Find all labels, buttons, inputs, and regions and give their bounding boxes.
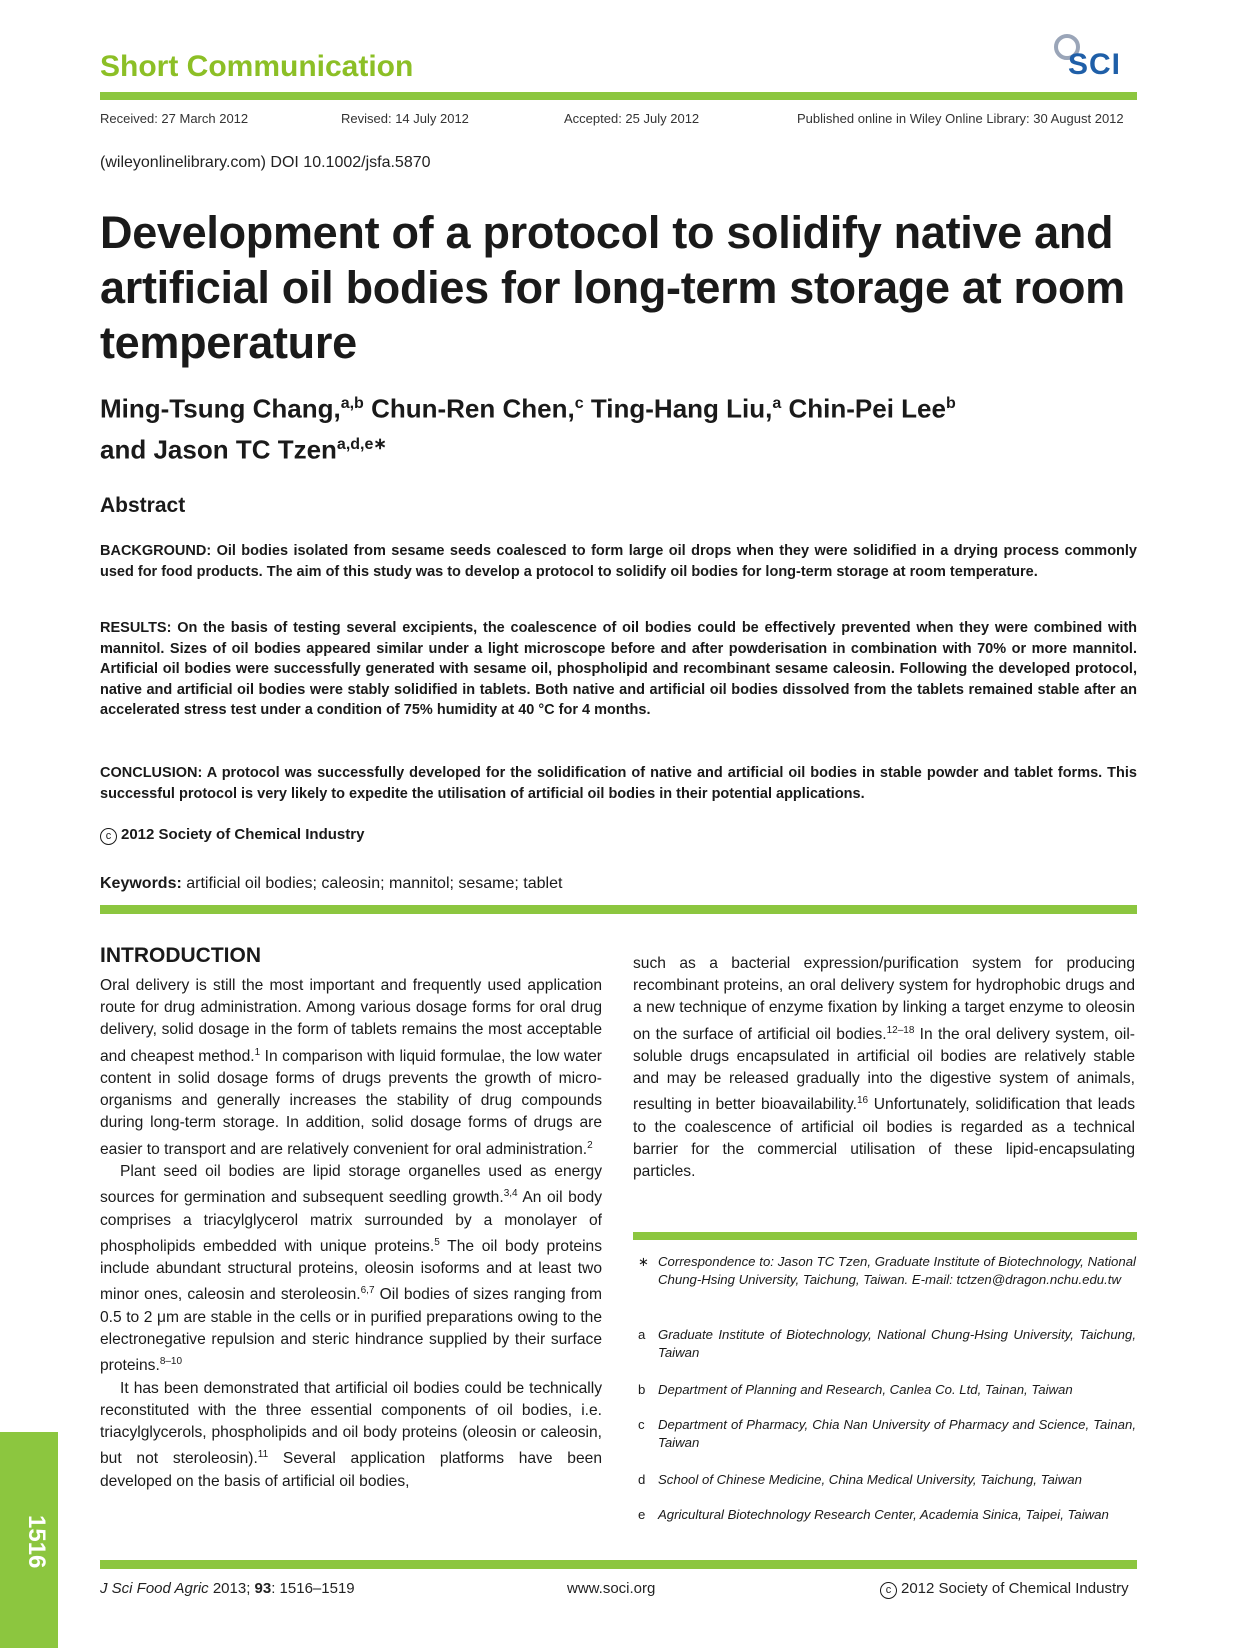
footnote-text: Department of Planning and Research, Canlea Co. Ltd, Tainan, Taiwan	[658, 1382, 1073, 1397]
abstract-conclusion: CONCLUSION: A protocol was successfully developed for the solidification of native and artificial oil bodies in stable powder and tablet forms. This successful protocol is very likely to expedite the utilisation of artificial oil bodies in their potential applications.	[100, 765, 1137, 802]
header-rule	[100, 92, 1137, 100]
journal-citation: J Sci Food Agric 2013; 93: 1516–1519	[100, 1580, 355, 1597]
abstract-copyright	[100, 826, 364, 845]
intro-right-column	[633, 953, 1135, 1183]
footnote-text: Agricultural Biotechnology Research Center, Academia Sinica, Taipei, Taiwan	[658, 1507, 1109, 1522]
footnote-mark: ∗	[638, 1254, 650, 1269]
accepted-date: Accepted: 25 July 2012	[564, 111, 700, 126]
author-list	[100, 386, 1150, 467]
abstract-heading: Abstract	[100, 494, 186, 517]
copyright-icon: c	[100, 828, 117, 845]
copyright-icon: c	[880, 1582, 897, 1599]
author-name: Chin-Pei Lee	[788, 393, 946, 424]
author-name: Chun-Ren Chen,	[371, 393, 575, 424]
sci-logo	[1050, 28, 1140, 84]
citation[interactable]: 11	[257, 1449, 269, 1461]
journal-volume: 93	[254, 1580, 272, 1597]
footnote-mark: b	[638, 1382, 646, 1397]
intro-left-column	[100, 975, 602, 1493]
author-affiliation: b	[945, 395, 956, 412]
abstract-results: RESULTS: On the basis of testing several excipients, the coalescence of oil bodies could be effectively prevented when they were combined with mannitol. Sizes of oil bodies appeared similar under a light microscope before and after powderisation in combination with 70% or more mannitol. Artificial oil bodies were successfully generated with sesame oil, phospholipid and recombinant sesame caleosin. Following the developed protocol, native and artificial oil bodies were stably solidified in tablets. Both native and artificial oil bodies dissolved from the tablets remained stable after an accelerated stress test under a condition of 75% humidity at 40 °C for 4 months.	[100, 620, 1137, 719]
footnote-text: School of Chinese Medicine, China Medical University, Taichung, Taiwan	[658, 1472, 1082, 1487]
keywords-label: Keywords:	[100, 875, 182, 892]
intro-paragraph: Plant seed oil bodies are lipid storage organelles used as energy sources for germination and subsequent seedling growth.$^{3,4}$ An oil body comprises a triacylglycerol matrix surrounded by a monolayer of phospholipids embedded with unique proteins.$^5$ The oil body proteins include abundant structural proteins, oleosin isoforms and at least two minor ones, caleosin and steroleosin.$^{6,7}$ Oil bodies of sizes ranging from 0.5 to 2 μm are stable in the cells or in purified preparations owing to the electronegative repulsion and steric hindrance supplied by their surface proteins.$^{8-10}$	[100, 1163, 603, 1375]
footer-rule	[100, 1560, 1137, 1569]
revised-date: Revised: 14 July 2012	[341, 111, 469, 126]
abstract-rule	[100, 905, 1137, 914]
abstract-background: BACKGROUND: Oil bodies isolated from sesame seeds coalesced to form large oil drops when they were solidified in a drying process commonly used for food products. The aim of this study was to develop a protocol to solidify oil bodies for long-term storage at room temperature.	[100, 543, 1137, 580]
footnote-mark: e	[638, 1507, 646, 1522]
footnote-text: Department of Pharmacy, Chia Nan University of Pharmacy and Science, Tainan, Taiwan	[658, 1417, 1136, 1450]
footnote-mark: a	[638, 1327, 646, 1342]
author-affiliation: a,d,e∗	[336, 435, 387, 453]
citation[interactable]: 1	[254, 1046, 261, 1058]
page-number: 1516	[23, 1515, 50, 1569]
author-affiliation: a	[772, 395, 782, 412]
footnote-mark: c	[638, 1417, 645, 1432]
footnote-mark: d	[638, 1472, 646, 1487]
article-title: Development of a protocol to solidify native and artificial oil bodies for long-term storage at room temperature	[100, 207, 1125, 368]
author-name: Ting-Hang Liu,	[590, 393, 773, 424]
footnote-rule	[633, 1232, 1137, 1240]
footer-website[interactable]: www.soci.org	[567, 1580, 656, 1597]
citation[interactable]: 2	[587, 1139, 593, 1151]
author-affiliation: c	[574, 395, 584, 412]
intro-paragraph: such as a bacterial expression/purification system for producing recombinant proteins, an oral delivery system for hydrophobic drugs and a new technique of enzyme fixation by linking a target enzyme to oleosin on the surface of artificial oil bodies.$^{12-18}$ In the oral delivery system, oil-soluble drugs encapsulated in artificial oil bodies are relatively stable and may be released gradually into the digestive system of animals, resulting in better bioavailability.$^{16}$ Unfortunately, solidification that leads to the coalescence of artificial oil bodies is regarded as a technical barrier for the commercial utilisation of these lipid-encapsulating particles.	[633, 955, 1135, 1181]
intro-paragraph: Oral delivery is still the most important and frequently used application route for drug administration. Among various dosage forms for oral drug delivery, solid dosage in the form of tablets remains the most acceptable and cheapest method.$^1$ In comparison with liquid formulae, the low water content in solid dosage forms of drugs prevents the growth of micro-organisms and generally increases the stability of drug compounds during long-term storage. In addition, solid dosage forms of drugs are easier to transport and are relatively convenient for oral administration.$^2$	[100, 977, 602, 1158]
introduction-heading: INTRODUCTION	[100, 944, 261, 967]
citation[interactable]: 8–10	[159, 1356, 183, 1368]
published-date: Published online in Wiley Online Library: 30 August 2012	[797, 111, 1124, 126]
author-affiliation: a,b	[340, 395, 364, 412]
received-date: Received: 27 March 2012	[100, 111, 249, 126]
keywords	[100, 875, 562, 893]
footnote-text: Graduate Institute of Biotechnology, National Chung-Hsing University, Taichung, Taiwan	[658, 1327, 1136, 1360]
footnote-text: Correspondence to: Jason TC Tzen, Graduate Institute of Biotechnology, National Chung-Hsing University, Taichung, Taiwan. E-mail: tctzen@dragon.nchu.edu.tw	[658, 1254, 1136, 1287]
copyright-text: 2012 Society of Chemical Industry	[121, 826, 365, 843]
citation[interactable]: 3,4	[503, 1188, 518, 1200]
doi[interactable]: (wileyonlinelibrary.com) DOI 10.1002/jsfa.5870	[100, 154, 431, 171]
author-name: and Jason TC Tzen	[100, 434, 337, 465]
keywords-list: artificial oil bodies; caleosin; mannitol; sesame; tablet	[186, 875, 563, 892]
author-name: Ming-Tsung Chang,	[100, 393, 341, 424]
logo-text: SCI	[1068, 48, 1122, 81]
footer-copyright: c 2012 Society of Chemical Industry	[880, 1580, 1129, 1599]
citation[interactable]: 6,7	[360, 1285, 375, 1297]
intro-paragraph: It has been demonstrated that artificial oil bodies could be technically reconstituted with the three essential components of oil bodies, i.e. triacylglycerols, phospholipids and oil body proteins (oleosin or caleosin, but not steroleosin).$^{11}$ Several application platforms have been developed on the basis of artificial oil bodies,	[100, 1379, 602, 1490]
citation[interactable]: 5	[434, 1236, 440, 1248]
citation[interactable]: 16	[856, 1095, 869, 1107]
citation[interactable]: 12–18	[886, 1024, 915, 1036]
journal-name: J Sci Food Agric	[100, 1580, 209, 1597]
page-number-tab	[0, 1432, 58, 1648]
section-label: Short Communication	[100, 50, 414, 83]
